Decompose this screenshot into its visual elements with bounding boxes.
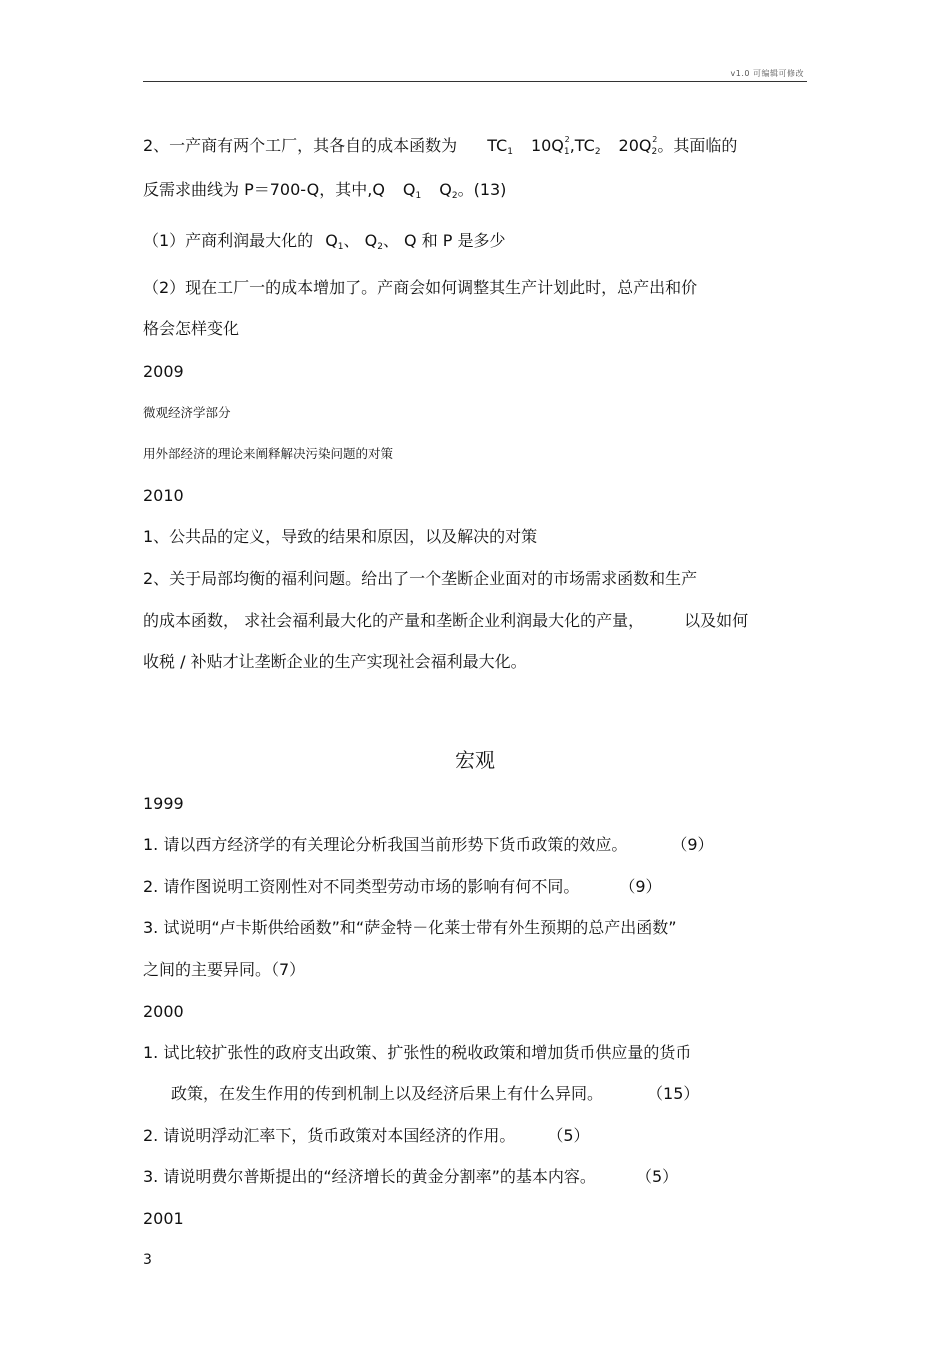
question-1999-2: 2. 请作图说明工资刚性对不同类型劳动市场的影响有何不同。 （9） (143, 877, 662, 896)
year-2010: 2010 (143, 486, 184, 505)
section-heading-macro: 宏观 (455, 748, 495, 772)
quantity-formula: ,Q $Q_1$ $Q_2$ (367, 180, 458, 201)
question-2000-1: 1. 试比较扩张性的政府支出政策、扩张性的税收政策和增加货币供应量的货币 (143, 1043, 692, 1062)
question-2009: 用外部经济的理论来阐释解决污染问题的对策 (143, 446, 394, 461)
question-2010-1: 1、公共品的定义，导致的结果和原因，以及解决的对策 (143, 527, 538, 546)
quantity-symbols: $Q_1$、 $Q_2$、 (325, 231, 405, 252)
header-rule (143, 81, 807, 82)
question-2-part-2: （2）现在工厂一的成本增加了。产商会如何调整其生产计划此时，总产出和价 (143, 278, 698, 297)
cost-function-formula: $TC_1$ $10Q_1^2,TC_2$ $20Q_2^2$ (487, 135, 658, 157)
question-2010-2-cont: 的成本函数， 求社会福利最大化的产量和垄断企业利润最大化的产量， 以及如何 (143, 611, 749, 630)
question-2-part-1: （1）产商利润最大化的 $Q_1$、 $Q_2$、 Q 和 P 是多少 (143, 231, 506, 252)
page-header-version: v1.0 可编辑可修改 (730, 69, 804, 78)
year-2000: 2000 (143, 1002, 184, 1021)
question-1999-3: 3. 试说明“卢卡斯供给函数”和“萨金特－化莱士带有外生预期的总产出函数” (143, 918, 677, 937)
year-1999: 1999 (143, 794, 184, 813)
year-2001: 2001 (143, 1209, 184, 1228)
question-2-line-1: 2、一产商有两个工厂，其各自的成本函数为 $TC_1$ $10Q_1^2,TC_2$ $20Q_2^2$。其面临的 (143, 135, 738, 157)
question-2010-2: 2、关于局部均衡的福利问题。给出了一个垄断企业面对的市场需求函数和生产 (143, 569, 698, 588)
year-2009: 2009 (143, 362, 184, 381)
question-2-part-2-cont: 格会怎样变化 (143, 319, 240, 338)
question-1999-3-cont: 之间的主要异同。（7） (143, 960, 306, 979)
question-1999-1: 1. 请以西方经济学的有关理论分析我国当前形势下货币政策的效应。 （9） (143, 835, 714, 854)
page-number: 3 (143, 1252, 152, 1268)
question-2000-1-cont: 政策，在发生作用的传到机制上以及经济后果上有什么异同。 （15） (171, 1084, 700, 1103)
question-2000-2: 2. 请说明浮动汇率下，货币政策对本国经济的作用。 （5） (143, 1126, 590, 1145)
micro-section-label: 微观经济学部分 (143, 405, 231, 420)
question-2-line-2: 反需求曲线为 P＝700-Q，其中,Q $Q_1$ $Q_2$。(13) (143, 180, 507, 201)
question-2000-3: 3. 请说明费尔普斯提出的“经济增长的黄金分割率”的基本内容。 （5） (143, 1167, 679, 1186)
question-2010-2-end: 收税 / 补贴才让垄断企业的生产实现社会福利最大化。 (143, 652, 527, 671)
